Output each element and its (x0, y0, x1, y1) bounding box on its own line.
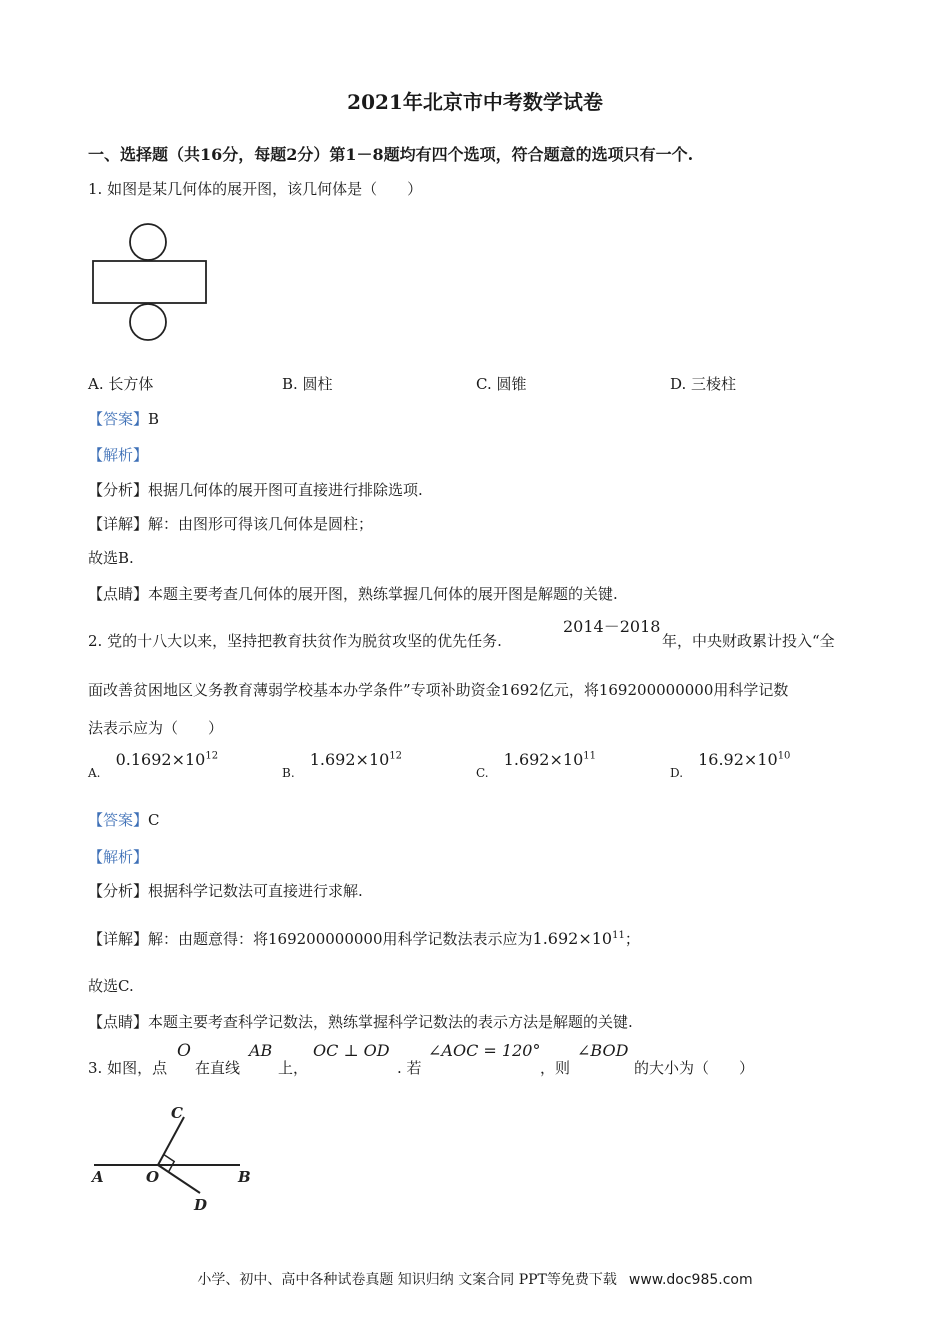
q3-math-ab: AB (249, 1041, 273, 1060)
footer (0, 1269, 950, 1289)
label-c: C (171, 1104, 183, 1122)
q2-conclusion: 故选C. (88, 977, 134, 995)
rectangle (93, 261, 206, 303)
q2-stem-line2: 面改善贫困地区义务教育薄弱学校基本办学条件”专项补助资金1692亿元，将169200000000用科学记数 (88, 681, 789, 699)
q3-angle-figure (88, 1100, 263, 1215)
q2-xiangjie (88, 928, 640, 949)
q2-stem-line1-a: 2. 党的十八大以来，坚持把教育扶贫作为脱贫攻坚的优先任务. (88, 632, 502, 650)
q1-conclusion: 故选B. (88, 549, 134, 567)
top-circle (130, 224, 166, 260)
footer-site-link[interactable]: www.doc985.com (628, 1272, 753, 1288)
q1-option-c: C. 圆锥 (476, 375, 527, 393)
q2-answer (88, 809, 160, 830)
option-base: 16.92×10 (698, 750, 778, 769)
xiangjie-end: ； (624, 930, 640, 948)
q3-math-angle-bod: ∠BOD (577, 1041, 629, 1060)
label-a: A (92, 1168, 104, 1186)
page-title: 2021年北京市中考数学试卷 (347, 90, 603, 114)
q2-years: 2014－2018 (563, 617, 661, 636)
q2-dianjing: 【点睛】本题主要考查科学记数法，熟练掌握科学记数法的表示方法是解题的关键. (88, 1013, 633, 1031)
xiangjie-exp: 11 (612, 930, 625, 941)
ray-oc (158, 1117, 184, 1165)
q1-xiangjie: 【详解】解：由图形可得该几何体是圆柱； (88, 515, 374, 533)
option-base: 1.692×10 (309, 750, 390, 769)
q2-analysis-tag: 【解析】 (88, 848, 149, 866)
q2-stem-line1-b: 年，中央财政累计投入“全 (662, 632, 835, 650)
option-letter: C. (476, 766, 489, 780)
q3-math-perp: OC ⊥ OD (313, 1041, 390, 1060)
q1-stem: 1. 如图是某几何体的展开图，该几何体是（ ） (88, 180, 423, 198)
q3-math-o: O (177, 1041, 191, 1061)
q3-stem-2: 在直线 (195, 1059, 241, 1077)
option-base: 0.1692×10 (115, 750, 206, 769)
q3-stem-4: . 若 (397, 1059, 422, 1077)
q1-analysis-tag: 【解析】 (88, 446, 149, 464)
q1-net-figure (88, 220, 213, 345)
option-exp: 10 (777, 750, 791, 762)
bottom-circle (130, 304, 166, 340)
xiangjie-base: 1.692×10 (532, 929, 613, 948)
xiangjie-text: 【详解】解：由题意得：将169200000000用科学记数法表示应为 (88, 930, 533, 948)
option-exp: 12 (389, 750, 403, 762)
q3-stem-6: 的大小为（ ） (634, 1059, 755, 1077)
q3-stem-1: 3. 如图，点 (88, 1059, 168, 1077)
option-letter: D. (670, 766, 684, 780)
q2-option-b (282, 750, 403, 780)
answer-value: B (148, 410, 160, 428)
option-exp: 12 (205, 750, 219, 762)
option-letter: A. (88, 766, 101, 780)
q1-dianjing: 【点睛】本题主要考查几何体的展开图，熟练掌握几何体的展开图是解题的关键. (88, 585, 618, 603)
q1-answer (88, 408, 159, 429)
q2-stem-line3: 法表示应为（ ） (88, 719, 224, 737)
ray-od (158, 1165, 200, 1193)
q2-option-a (88, 750, 219, 780)
q3-stem-3: 上， (278, 1059, 309, 1077)
q2-option-d (670, 750, 791, 780)
option-base: 1.692×10 (503, 750, 584, 769)
q2-option-c (476, 750, 596, 780)
label-o: O (146, 1168, 160, 1186)
q2-fenxi: 【分析】根据科学记数法可直接进行求解. (88, 882, 363, 900)
footer-text: 小学、初中、高中各种试卷真题 知识归纳 文案合同 PPT等免费下载 (197, 1272, 617, 1288)
q1-fenxi: 【分析】根据几何体的展开图可直接进行排除选项. (88, 481, 423, 499)
answer-tag: 【答案】 (88, 811, 149, 829)
label-b: B (238, 1168, 251, 1186)
answer-value: C (148, 811, 160, 829)
answer-tag: 【答案】 (88, 410, 149, 428)
q1-option-b: B. 圆柱 (282, 375, 333, 393)
q1-option-d: D. 三棱柱 (670, 375, 737, 393)
q3-stem-5: ，则 (540, 1059, 571, 1077)
q1-option-a: A. 长方体 (88, 375, 154, 393)
q3-math-angle-aoc: ∠AOC = 120° (428, 1041, 541, 1060)
label-d: D (194, 1196, 208, 1214)
option-letter: B. (282, 766, 295, 780)
option-exp: 11 (583, 750, 596, 762)
section-heading: 一、选择题（共16分，每题2分）第1－8题均有四个选项，符合题意的选项只有一个. (88, 145, 694, 164)
